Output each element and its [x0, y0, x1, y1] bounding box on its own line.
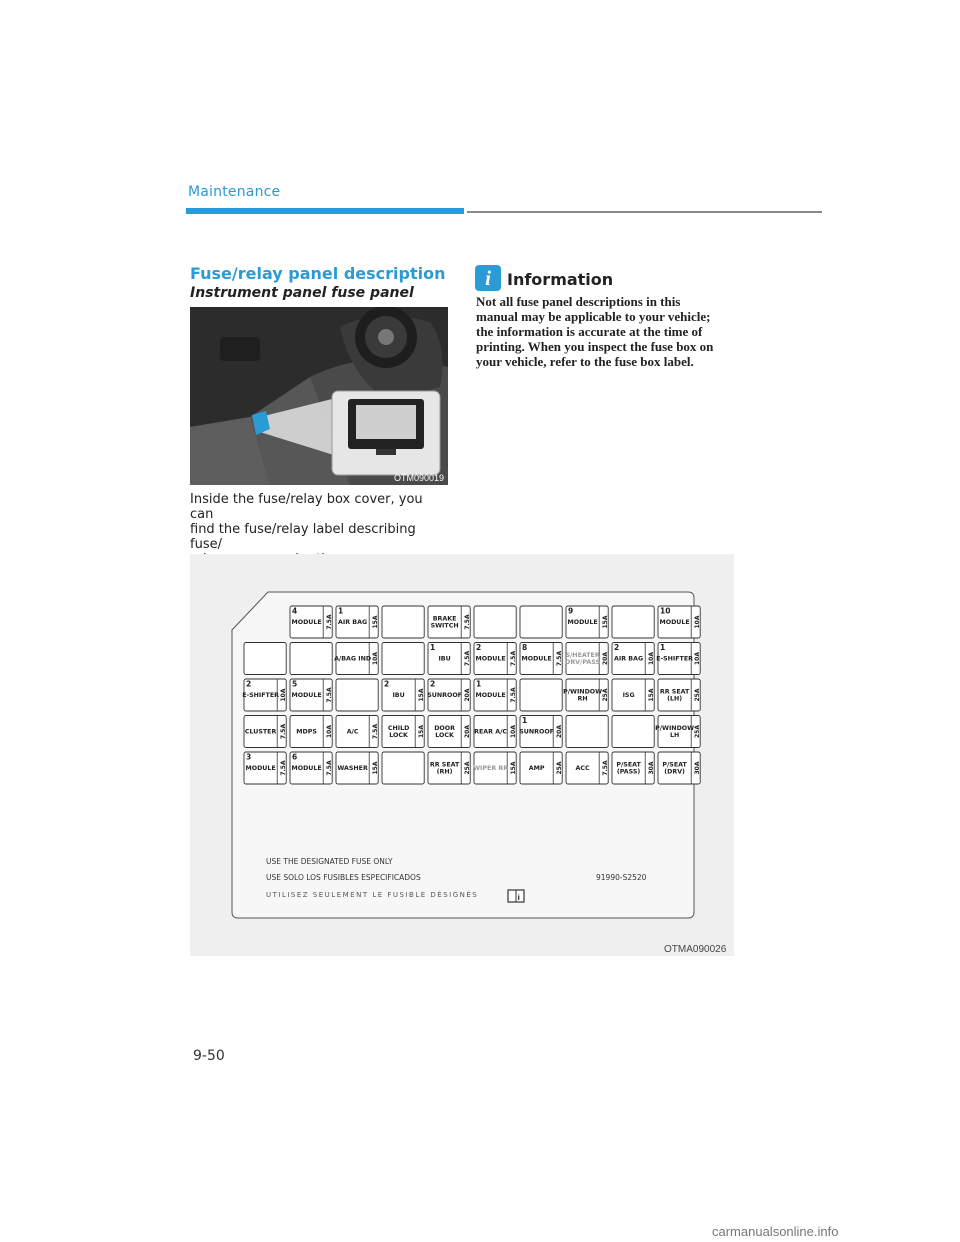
fuse-number: 10	[660, 606, 671, 616]
fuse-label: WIPER RR	[473, 765, 509, 772]
fuse-panel-label	[190, 554, 734, 956]
fuse-number: 1	[476, 679, 482, 689]
fuse-label: REAR A/C	[474, 728, 508, 736]
fuse-slot	[612, 679, 655, 711]
fuse-amperage: 30A	[694, 761, 702, 775]
fuse-amperage: 20A	[556, 725, 564, 738]
fuse-label: ISG	[622, 692, 635, 699]
fuse-number: 9	[568, 606, 574, 616]
section-header: Maintenance	[188, 184, 281, 200]
fuse-number: 2	[614, 643, 620, 652]
fuse-label: AIR BAG	[614, 655, 644, 663]
fuse-amperage: 10A	[648, 652, 656, 665]
fuse-label: LH	[669, 732, 680, 740]
fuse-amperage: 25A	[694, 688, 702, 702]
diagram-code: OTMA090026	[664, 944, 727, 955]
fuse-label: BRAKE	[432, 615, 457, 623]
fuse-amperage: 7.5A	[464, 650, 472, 667]
fuse-label: MODULE	[291, 619, 322, 626]
photo-code: OTM090019	[393, 473, 444, 483]
fuse-amperage: 30A	[648, 761, 656, 775]
fuse-slot	[474, 679, 517, 711]
fuse-label: A/C	[346, 728, 359, 736]
fuse-amperage: 7.5A	[326, 614, 334, 630]
fuse-slot-frame	[520, 606, 562, 638]
info-line: the information is accurate at the time of	[476, 324, 703, 339]
fuse-slot	[290, 679, 333, 711]
fuse-slot	[382, 752, 424, 784]
fuse-label: SUNROOF	[519, 728, 554, 736]
fuse-label: A/BAG IND	[334, 655, 372, 663]
fuse-slot-frame	[290, 643, 332, 675]
fuse-amperage: 25A	[602, 688, 610, 702]
fuse-slot	[566, 752, 609, 784]
fuse-label: CLUSTER	[244, 728, 277, 736]
fuse-slot-frame	[382, 606, 424, 638]
fuse-number: 1	[522, 716, 528, 725]
fuse-slot	[244, 752, 287, 784]
dashboard-photo	[190, 307, 448, 485]
fuse-slot	[474, 716, 517, 748]
fuse-slot	[473, 752, 517, 784]
fuse-slot	[612, 716, 654, 748]
fuse-amperage: 7.5A	[510, 650, 518, 667]
fuse-number: 2	[430, 679, 436, 689]
fuse-number: 2	[476, 643, 482, 652]
fuse-slot	[242, 679, 287, 711]
fuse-number: 2	[384, 679, 390, 689]
fuse-number: 1	[660, 643, 666, 652]
fuse-number: 6	[292, 752, 298, 762]
fuse-label: LOCK	[435, 732, 454, 740]
section-subtitle: Instrument panel fuse panel	[190, 285, 414, 301]
footer-line-fr: UTILISEZ SEULEMENT LE FUSIBLE DÉSIGNÉS	[266, 891, 479, 899]
fuse-amperage: 7.5A	[326, 760, 334, 776]
fuse-label: RR SEAT	[429, 761, 460, 769]
fuse-slot	[336, 716, 379, 748]
fuse-amperage: 25A	[464, 761, 472, 775]
fuse-amperage: 7.5A	[556, 650, 564, 667]
fuse-label: (RH)	[436, 768, 453, 776]
fuse-slot	[612, 752, 655, 784]
fuse-label: S/HEATER	[565, 651, 600, 659]
fuse-slot	[290, 752, 333, 784]
info-line: printing. When you inspect the fuse box on	[476, 339, 714, 354]
fuse-label: E-SHIFTER	[242, 692, 280, 699]
fuse-slot	[336, 679, 378, 711]
fuse-amperage: 15A	[510, 761, 518, 775]
fuse-amperage: 7.5A	[372, 723, 380, 740]
body-line: Inside the fuse/relay box cover, you can	[190, 492, 423, 522]
info-line: Not all fuse panel descriptions in this	[476, 294, 681, 309]
header-rule-accent	[186, 208, 464, 214]
fuse-slot	[290, 716, 333, 748]
fuse-label: MODULE	[521, 655, 552, 663]
fuse-slot	[244, 643, 286, 675]
fuse-number: 5	[292, 679, 298, 689]
fuse-amperage: 10A	[326, 725, 334, 738]
fuse-label: (PASS)	[616, 768, 641, 776]
fuse-amperage: 25A	[694, 725, 702, 738]
fuse-slot	[290, 606, 333, 638]
fuse-label: MODULE	[475, 655, 506, 663]
info-title: Information	[507, 270, 614, 289]
fuse-label: MODULE	[291, 765, 322, 772]
fuse-amperage: 10A	[372, 652, 380, 665]
fuse-number: 2	[246, 679, 252, 689]
fuse-slot	[520, 606, 562, 638]
fuse-amperage: 10A	[694, 615, 702, 629]
fuse-amperage: 15A	[602, 615, 610, 629]
fuse-slot	[566, 606, 609, 638]
fuse-label: MODULE	[567, 619, 598, 626]
fuse-slot	[519, 716, 563, 748]
fuse-slot-frame	[336, 679, 378, 711]
fuse-amperage: 20A	[602, 652, 610, 665]
dashboard-illustration	[190, 307, 448, 485]
fuse-slot-frame	[244, 643, 286, 675]
fuse-label: IBU	[392, 692, 405, 699]
fuse-amperage: 10A	[510, 725, 518, 738]
fuse-label: LOCK	[389, 732, 408, 740]
fuse-label: E-SHIFTER	[656, 655, 694, 663]
fuse-amperage: 25A	[556, 761, 564, 775]
fuse-label: WASHER	[337, 765, 368, 772]
info-text	[476, 294, 746, 369]
fuse-label: MDPS	[296, 728, 317, 736]
fuse-label: (DRV)	[664, 768, 685, 776]
fuse-label: P/WINDOW	[563, 688, 603, 696]
fuse-label: CHILD	[387, 724, 410, 732]
fuse-amperage: 15A	[372, 615, 380, 629]
fuse-label: AIR BAG	[338, 619, 368, 626]
fuse-number: 8	[522, 643, 528, 652]
fuse-slot-frame	[612, 716, 654, 748]
info-line: manual may be applicable to your vehicle;	[476, 309, 711, 324]
fuse-slot	[474, 606, 516, 638]
fuse-label: MODULE	[659, 619, 690, 626]
fuse-label: SUNROOF	[427, 692, 462, 699]
fuse-label: MODULE	[291, 692, 322, 699]
fuse-slot	[336, 606, 379, 638]
fuse-slot	[336, 752, 379, 784]
fuse-label: P/SEAT	[616, 761, 641, 769]
info-line: your vehicle, refer to the fuse box label.	[476, 354, 694, 369]
fuse-amperage: 7.5A	[510, 687, 518, 703]
fuse-slot	[382, 679, 425, 711]
fuse-number: 1	[338, 606, 344, 616]
body-line: find the fuse/relay label describing fuse/	[190, 522, 416, 552]
fuse-label: P/SEAT	[662, 761, 687, 769]
page-number: 9-50	[193, 1048, 225, 1064]
fuse-amperage: 20A	[464, 688, 472, 702]
fuse-amperage: 7.5A	[326, 687, 334, 703]
fuse-label: ACC	[575, 765, 590, 772]
fuse-slot	[382, 716, 425, 748]
fuse-amperage: 15A	[418, 688, 426, 702]
fuse-amperage: 7.5A	[602, 760, 610, 776]
fuse-label: MODULE	[475, 692, 506, 699]
fuse-slot-frame	[474, 606, 516, 638]
part-number: 91990-S2520	[596, 873, 647, 882]
fuse-slot	[658, 679, 701, 711]
fuse-label: RR SEAT	[659, 688, 690, 696]
fuse-slot	[612, 606, 654, 638]
fuse-slot	[474, 643, 517, 675]
fuse-slot-frame	[566, 716, 608, 748]
fuse-amperage: 15A	[648, 688, 656, 702]
fuse-slot-frame	[382, 643, 424, 675]
fuse-amperage: 10A	[694, 652, 702, 665]
fuse-slot	[428, 643, 471, 675]
fuse-slot	[563, 679, 609, 711]
fuse-slot	[656, 643, 701, 675]
fuse-label: DOOR	[434, 724, 455, 732]
footer-line-es: USE SOLO LOS FUSIBLES ESPECIFICADOS	[266, 873, 421, 882]
fuse-label: IBU	[438, 655, 451, 663]
fuse-amperage: 7.5A	[280, 760, 288, 776]
fuse-label: (LH)	[667, 695, 683, 703]
fuse-slot	[612, 643, 655, 675]
fuse-slot	[566, 716, 608, 748]
fuse-amperage: 10A	[280, 688, 288, 702]
fuse-slot	[334, 643, 379, 675]
fuse-slot	[658, 752, 701, 784]
fuse-number: 4	[292, 606, 298, 616]
fuse-slot	[428, 606, 471, 638]
svg-text:i: i	[517, 894, 520, 902]
fuse-amperage: 20A	[464, 725, 472, 738]
fuse-slot	[290, 643, 332, 675]
watermark: carmanualsonline.info	[712, 1224, 839, 1239]
section-title: Fuse/relay panel description	[190, 264, 446, 283]
fuse-amperage: 7.5A	[464, 614, 472, 630]
fuse-slot	[427, 679, 471, 711]
fuse-number: 3	[246, 752, 252, 762]
fuse-slot	[520, 752, 563, 784]
fuse-slot	[658, 606, 701, 638]
fuse-label: MODULE	[245, 765, 276, 772]
fuse-slot	[244, 716, 287, 748]
fuse-slot	[382, 643, 424, 675]
fuse-number: 1	[430, 643, 436, 652]
fuse-amperage: 15A	[418, 725, 426, 738]
fuse-amperage: 7.5A	[280, 723, 288, 740]
fuse-amperage: 15A	[372, 761, 380, 775]
fuse-slot	[565, 643, 609, 675]
fuse-slot	[520, 643, 563, 675]
fuse-label: AMP	[528, 765, 545, 772]
fuse-slot-frame	[382, 752, 424, 784]
header-rule	[467, 211, 822, 213]
fuse-label: RH	[577, 695, 588, 703]
fuse-slot	[428, 716, 471, 748]
info-icon: i	[475, 265, 501, 291]
fuse-slot-frame	[612, 606, 654, 638]
fuse-slot-frame	[520, 679, 562, 711]
footer-line-en: USE THE DESIGNATED FUSE ONLY	[266, 857, 393, 866]
fuse-slot	[382, 606, 424, 638]
fuse-label: P/WINDOW	[655, 724, 695, 732]
fuse-label: SWITCH	[430, 622, 459, 630]
fuse-label: DRV/PASS	[565, 659, 601, 667]
fuse-slot	[520, 679, 562, 711]
fuse-diagram	[190, 554, 734, 956]
fuse-slot	[655, 716, 701, 748]
fuse-slot	[428, 752, 471, 784]
book-icon	[508, 890, 524, 902]
